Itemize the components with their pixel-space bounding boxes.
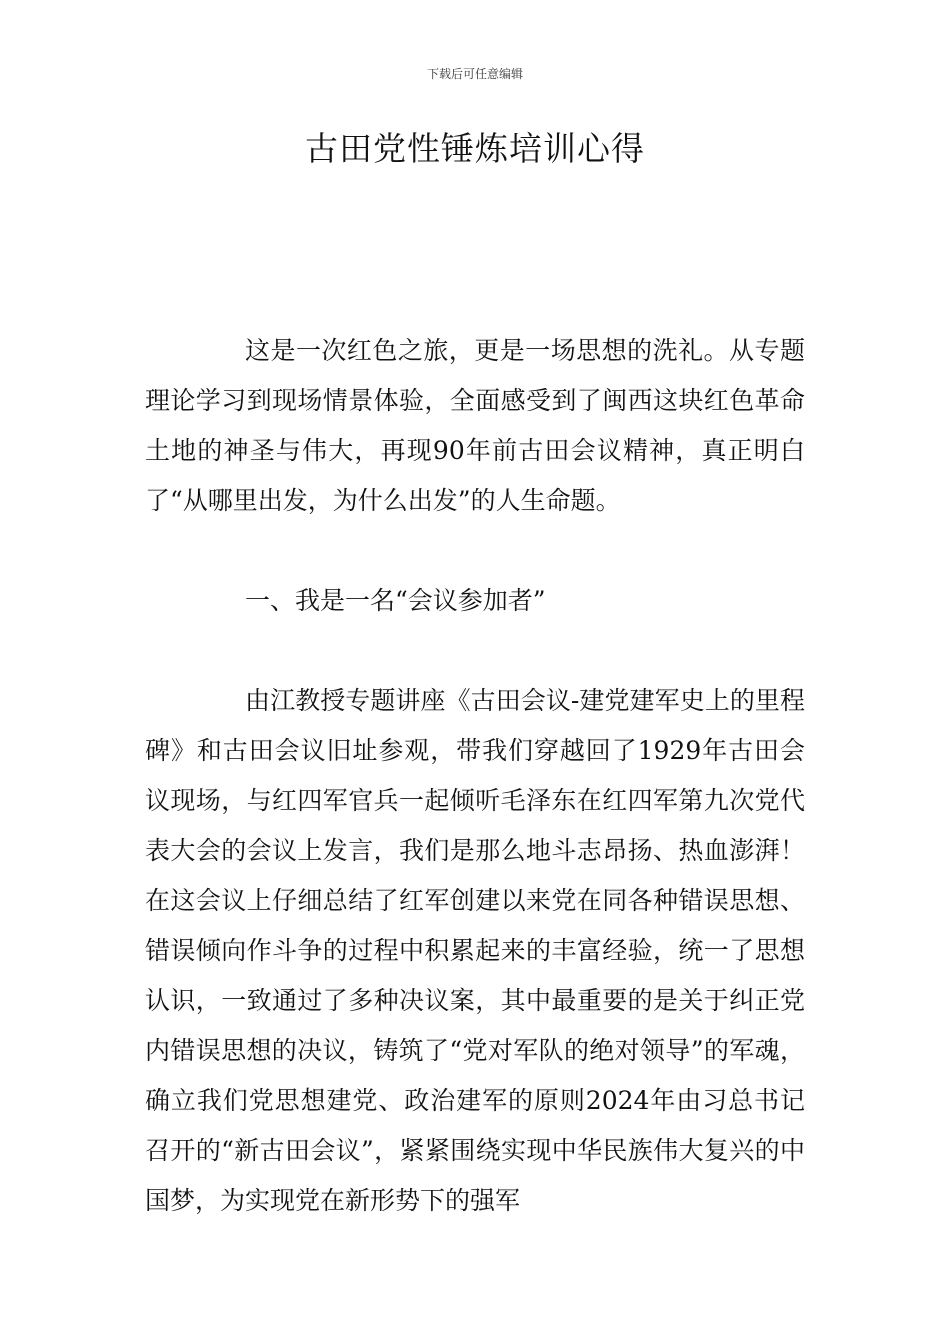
document-body <box>145 326 805 1226</box>
intro-paragraph: 这是一次红色之旅，更是一场思想的洗礼。从专题理论学习到现场情景体验，全面感受到了闽西这块红色革命土地的神圣与伟大，再现90年前古田会议精神，真正明白了“从哪里出发，为什么出发”的人生命题。 <box>145 336 805 515</box>
section-heading-1: 一、我是一名“会议参加者” <box>245 586 546 615</box>
section-1-paragraph: 由江教授专题讲座《古田会议-建党建军史上的里程碑》和古田会议旧址参观，带我们穿越回了1929年古田会议现场，与红四军官兵一起倾听毛泽东在红四军第九次党代表大会的会议上发言，我们是那么地斗志昂扬、热血澎湃！在这会议上仔细总结了红军创建以来党在同各种错误思想、错误倾向作斗争的过程中积累起来的丰富经验，统一了思想认识，一致通过了多种决议案，其中最重要的是关于纠正党内错误思想的决议，铸筑了“党对军队的绝对领导”的军魂，确立我们党思想建党、政治建军的原则2024年由习总书记召开的“新古田会议”，紧紧围绕实现中华民族伟大复兴的中国梦，为实现党在新形势下的强军 <box>145 686 805 1215</box>
header-note: 下载后可任意编辑 <box>426 67 523 81</box>
document-title: 古田党性锤炼培训心得 <box>305 129 645 168</box>
